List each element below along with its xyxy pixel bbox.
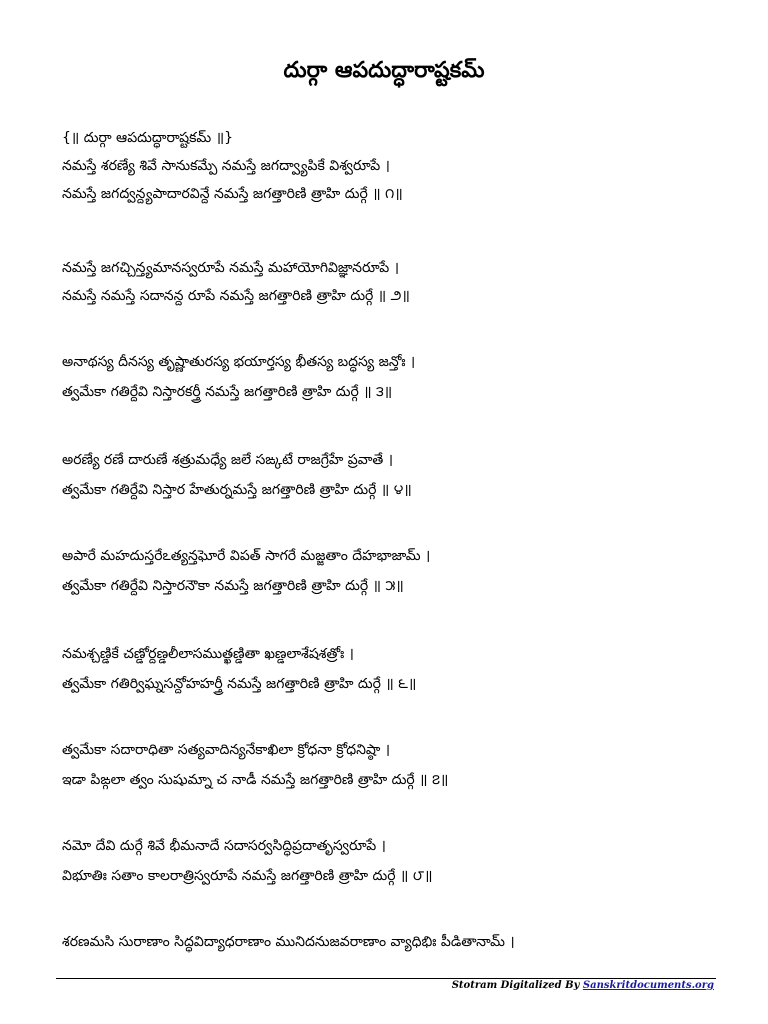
verse-line: త్వమేకా గతిర్విఘ్నసన్దోహహర్త్రీ నమస్తే జగత్తారిణి త్రాహి దుర్గే ॥ ౬॥ bbox=[62, 676, 417, 692]
verse-line: నమశ్చణ్డికే చణ్డోర్దణ్డలీలాసముత్ఖణ్డితా ఖణ్డలాశేషశత్రోః । bbox=[62, 646, 354, 662]
verse-line: త్వమేకా గతిర్దేవి నిస్తార హేతుర్నమస్తే జగత్తారిణి త్రాహి దుర్గే ॥ ౪॥ bbox=[62, 482, 412, 498]
footer-prefix: Stotram Digitalized By bbox=[451, 980, 583, 991]
verse-line: శరణమసి సురాణాం సిద్ధవిద్యాధరాణాం మునిదనుజవరాణాం వ్యాధిభిః పీడితానామ్ । bbox=[62, 934, 515, 950]
verse-line: విభూతిః సతాం కాలరాత్రిస్వరూపే నమస్తే జగత్తారిణి త్రాహి దుర్గే ॥ ౮॥ bbox=[62, 868, 433, 884]
verse-line: నమస్తే శరణ్యే శివే సానుకమ్పే నమస్తే జగద్వ్యాపికే విశ్వరూపే । bbox=[62, 158, 390, 174]
verse-line: త్వమేకా సదారాధితా సత్యవాదిన్యనేకాఖిలా క్రోధనా క్రోధనిష్ఠా । bbox=[62, 742, 391, 758]
footer-link[interactable]: Sanskritdocuments.org bbox=[582, 980, 714, 991]
verse-line: నమస్తే నమస్తే సదానన్ద రూపే నమస్తే జగత్తారిణి త్రాహి దుర్గే ॥ ౨॥ bbox=[62, 288, 410, 304]
verse-line: నమస్తే జగద్వన్ద్యపాదారవిన్దే నమస్తే జగత్తారిణి త్రాహి దుర్గే ॥ ౧॥ bbox=[62, 186, 403, 202]
footer-credit bbox=[452, 980, 714, 991]
verse-line: అరణ్యే రణే దారుణే శత్రుమధ్యే జలే సఙ్కటే రాజగ్రేహే ప్రవాతే । bbox=[62, 452, 394, 468]
verse-heading: {॥ దుర్గా ఆపదుద్ధారాష్టకమ్ ॥} bbox=[62, 130, 233, 146]
document-title: దుర్గా ఆపదుద్ధారాష్టకమ్ bbox=[283, 58, 485, 83]
footer-divider bbox=[56, 978, 716, 979]
verse-line: ఇడా పిఙ్గలా త్వం సుషుమ్నా చ నాడీ నమస్తే జగత్తారిణి త్రాహి దుర్గే ॥ ౭॥ bbox=[62, 772, 449, 788]
verse-line: నమస్తే జగచ్చిన్త్యమానస్వరూపే నమస్తే మహాయోగివిజ్ఞానరూపే । bbox=[62, 260, 399, 276]
verse-line: నమో దేవి దుర్గే శివే భీమనాదే సదాసర్వసిద్ధిప్రదాతృస్వరూపే । bbox=[62, 838, 386, 854]
verse-line: అపారే మహదుస్తరేఽత్యన్తఘోరే విపత్ సాగరే మజ్జతాం దేహభాజామ్ । bbox=[62, 548, 431, 564]
verse-line: త్వమేకా గతిర్దేవి నిస్తారనౌకా నమస్తే జగత్తారిణి త్రాహి దుర్గే ॥ ౫॥ bbox=[62, 578, 404, 594]
verse-line: త్వమేకా గతిర్దేవి నిస్తారకర్త్రీ నమస్తే జగత్తారిణి త్రాహి దుర్గే ॥ ౩॥ bbox=[62, 384, 393, 400]
verse-line: అనాథస్య దీనస్య తృష్ణాతురస్య భయార్తస్య భీతస్య బద్ధస్య జన్తోః । bbox=[62, 354, 416, 370]
